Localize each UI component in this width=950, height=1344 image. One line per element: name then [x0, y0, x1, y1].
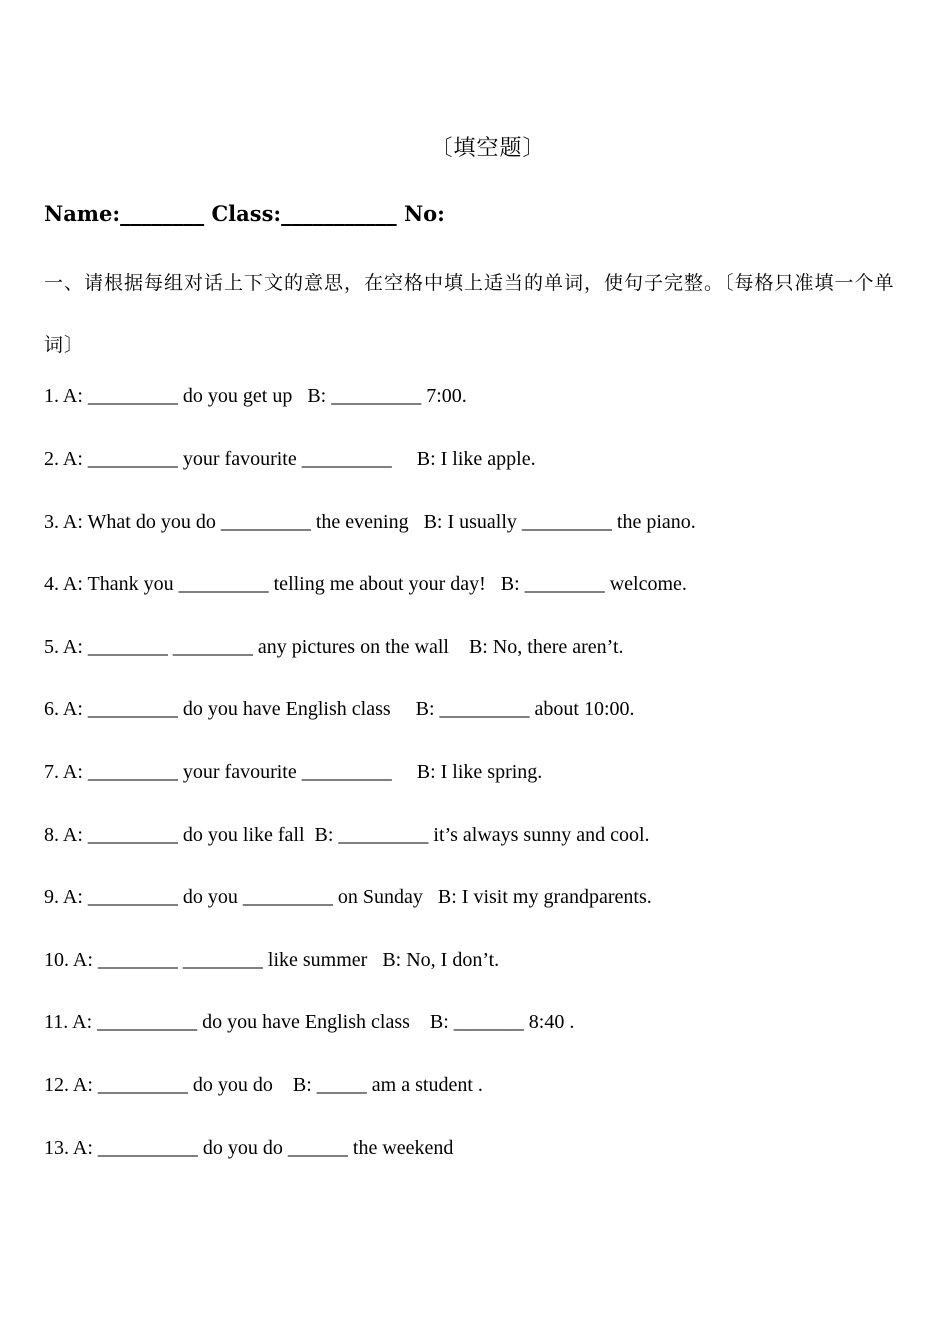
- question-item: 5. A: ________ ________ any pictures on the wall B: No, there aren’t.: [44, 636, 624, 658]
- question-item: 4. A: Thank you _________ telling me about your day! B: ________ welcome.: [44, 573, 687, 595]
- question-item: 3. A: What do you do _________ the evening B: I usually _________ the piano.: [44, 511, 696, 533]
- question-item: 7. A: _________ your favourite _________ B: I like spring.: [44, 761, 543, 783]
- question-item: 6. A: _________ do you have English class B: _________ about 10:00.: [44, 698, 635, 720]
- question-item: 11. A: __________ do you have English class B: _______ 8:40 .: [44, 1011, 575, 1033]
- section-instructions: 一、请根据每组对话上下文的意思，在空格中填上适当的单词，使句子完整。〔每格只准填一个单词〕: [44, 272, 895, 356]
- question-item: 12. A: _________ do you do B: _____ am a student .: [44, 1074, 483, 1096]
- question-item: 1. A: _________ do you get up B: _________ 7:00.: [44, 385, 467, 407]
- question-item: 10. A: ________ ________ like summer B: No, I don’t.: [44, 949, 500, 971]
- question-item: 2. A: _________ your favourite _________ B: I like apple.: [44, 448, 536, 470]
- question-item: 9. A: _________ do you _________ on Sunday B: I visit my grandparents.: [44, 886, 652, 908]
- question-item: 8. A: _________ do you like fall B: _________ it’s always sunny and cool.: [44, 824, 650, 846]
- student-info-line: Name:________ Class:___________ No:: [44, 201, 445, 226]
- page-title: 〔填空题〕: [430, 136, 546, 161]
- question-item: 13. A: __________ do you do ______ the weekend: [44, 1137, 454, 1159]
